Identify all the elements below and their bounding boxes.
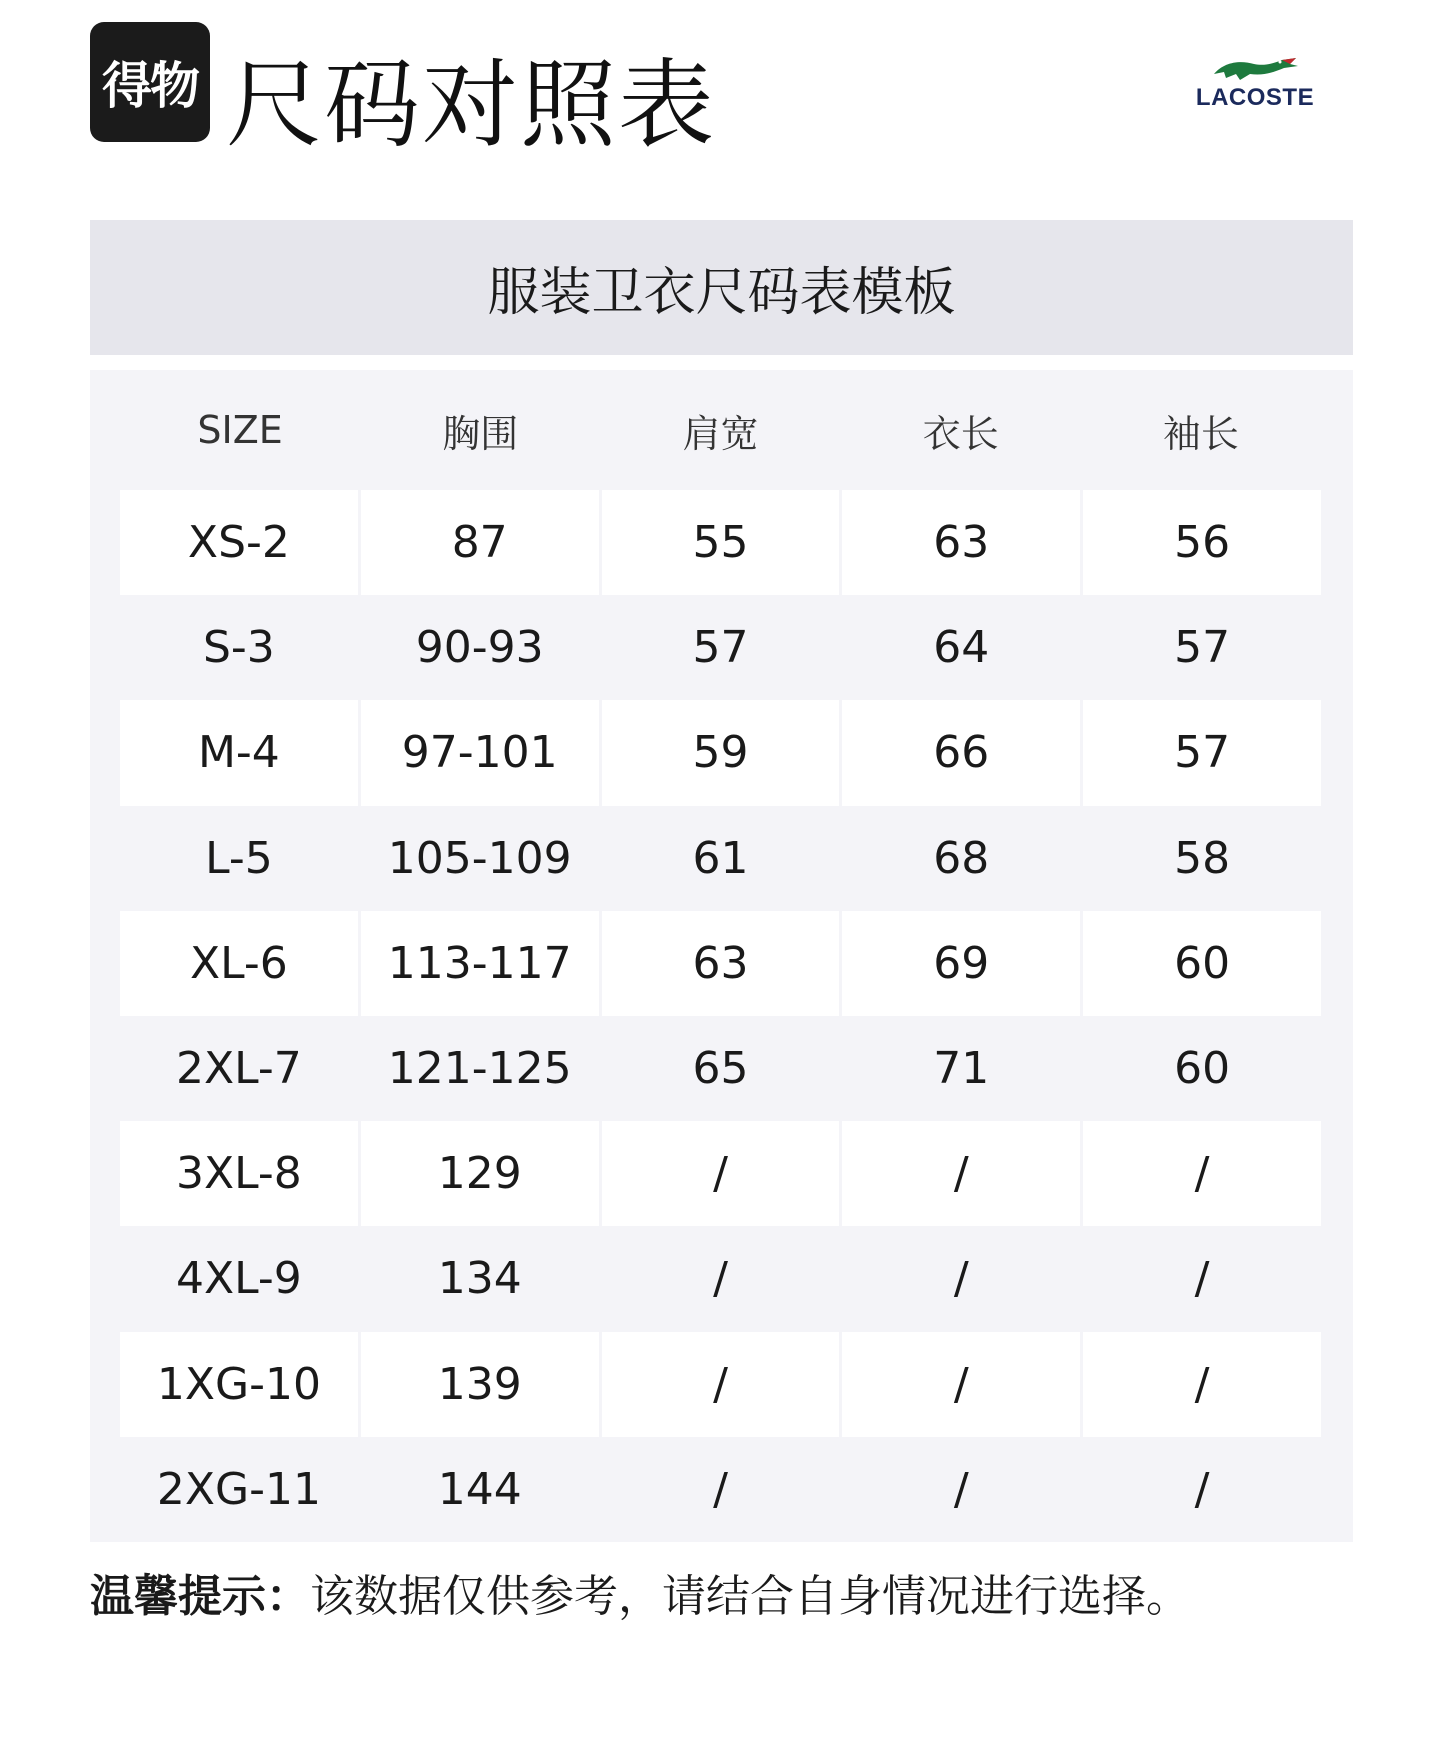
table-cell: 57 — [1174, 622, 1231, 674]
table-cell: L-5 — [205, 832, 273, 884]
app-logo: 得物 — [90, 22, 210, 142]
table-cell: 105-109 — [387, 832, 572, 884]
table-cell: / — [713, 1253, 728, 1305]
table-cell: 69 — [842, 911, 1080, 1016]
table-cell: 144 — [437, 1463, 522, 1515]
table-title: 服装卫衣尺码表模板 — [90, 220, 1353, 355]
table-cell: / — [602, 1121, 840, 1226]
tip-note — [90, 1562, 1353, 1632]
table-row — [120, 490, 1321, 595]
table-cell: / — [713, 1463, 728, 1515]
table-cell: 65 — [692, 1043, 749, 1095]
table-cell: XS-2 — [120, 490, 358, 595]
table-row — [120, 1226, 1321, 1331]
table-cell: 90-93 — [415, 622, 544, 674]
table-cell: 4XL-9 — [176, 1253, 302, 1305]
table-row — [120, 806, 1321, 911]
table-cell: 134 — [437, 1253, 522, 1305]
page-title: 尺码对照表 — [226, 49, 716, 161]
table-cell: / — [842, 1121, 1080, 1226]
table-cell: XL-6 — [120, 911, 358, 1016]
table-row — [120, 1332, 1321, 1437]
table-cell: / — [842, 1332, 1080, 1437]
size-table — [90, 370, 1353, 1542]
brand-name: LACOSTE — [1195, 84, 1315, 111]
table-cell: 2XL-7 — [176, 1043, 302, 1095]
table-cell: 3XL-8 — [120, 1121, 358, 1226]
table-cell: 66 — [842, 700, 1080, 805]
table-cell: 60 — [1083, 911, 1321, 1016]
table-cell: 71 — [933, 1043, 990, 1095]
table-cell: 1XG-10 — [120, 1332, 358, 1437]
table-row — [120, 1121, 1321, 1226]
table-row — [120, 911, 1321, 1016]
table-row — [120, 1016, 1321, 1121]
table-cell: 97-101 — [361, 700, 599, 805]
table-cell: 60 — [1174, 1043, 1231, 1095]
table-cell: / — [1083, 1332, 1321, 1437]
table-cell: / — [602, 1332, 840, 1437]
table-cell: 59 — [602, 700, 840, 805]
table-cell: 63 — [842, 490, 1080, 595]
table-cell: / — [1194, 1463, 1210, 1515]
table-cell: 64 — [933, 622, 990, 674]
column-header-size: SIZE — [197, 408, 283, 452]
table-cell: 63 — [602, 911, 840, 1016]
table-header-row — [120, 370, 1321, 490]
table-cell: 129 — [361, 1121, 599, 1226]
table-cell: 121-125 — [387, 1043, 572, 1095]
table-cell: 68 — [933, 832, 990, 884]
table-cell: / — [1083, 1121, 1321, 1226]
table-cell: 113-117 — [361, 911, 599, 1016]
table-cell: M-4 — [120, 700, 358, 805]
crocodile-logo-icon — [1210, 52, 1300, 86]
table-cell: / — [953, 1253, 969, 1305]
table-cell: 87 — [361, 490, 599, 595]
table-cell: / — [953, 1463, 969, 1515]
tip-label: 温馨提示： — [90, 1571, 310, 1622]
table-row — [120, 700, 1321, 805]
table-cell: 58 — [1174, 832, 1231, 884]
table-cell: 61 — [692, 832, 749, 884]
column-header-shoulder: 肩宽 — [682, 411, 759, 456]
table-cell: S-3 — [202, 622, 275, 674]
table-row — [120, 1437, 1321, 1542]
brand-logo — [1180, 52, 1330, 112]
table-cell: 57 — [1083, 700, 1321, 805]
table-cell: / — [1194, 1253, 1210, 1305]
table-cell: 56 — [1083, 490, 1321, 595]
table-row — [120, 595, 1321, 700]
column-header-length: 衣长 — [922, 411, 999, 456]
column-header-chest: 胸围 — [442, 411, 519, 456]
table-cell: 139 — [361, 1332, 599, 1437]
table-cell: 57 — [692, 622, 749, 674]
column-header-sleeve: 袖长 — [1162, 411, 1239, 456]
table-cell: 2XG-11 — [156, 1463, 321, 1515]
tip-text: 该数据仅供参考，请结合自身情况进行选择。 — [310, 1571, 1190, 1622]
table-cell: 55 — [602, 490, 840, 595]
